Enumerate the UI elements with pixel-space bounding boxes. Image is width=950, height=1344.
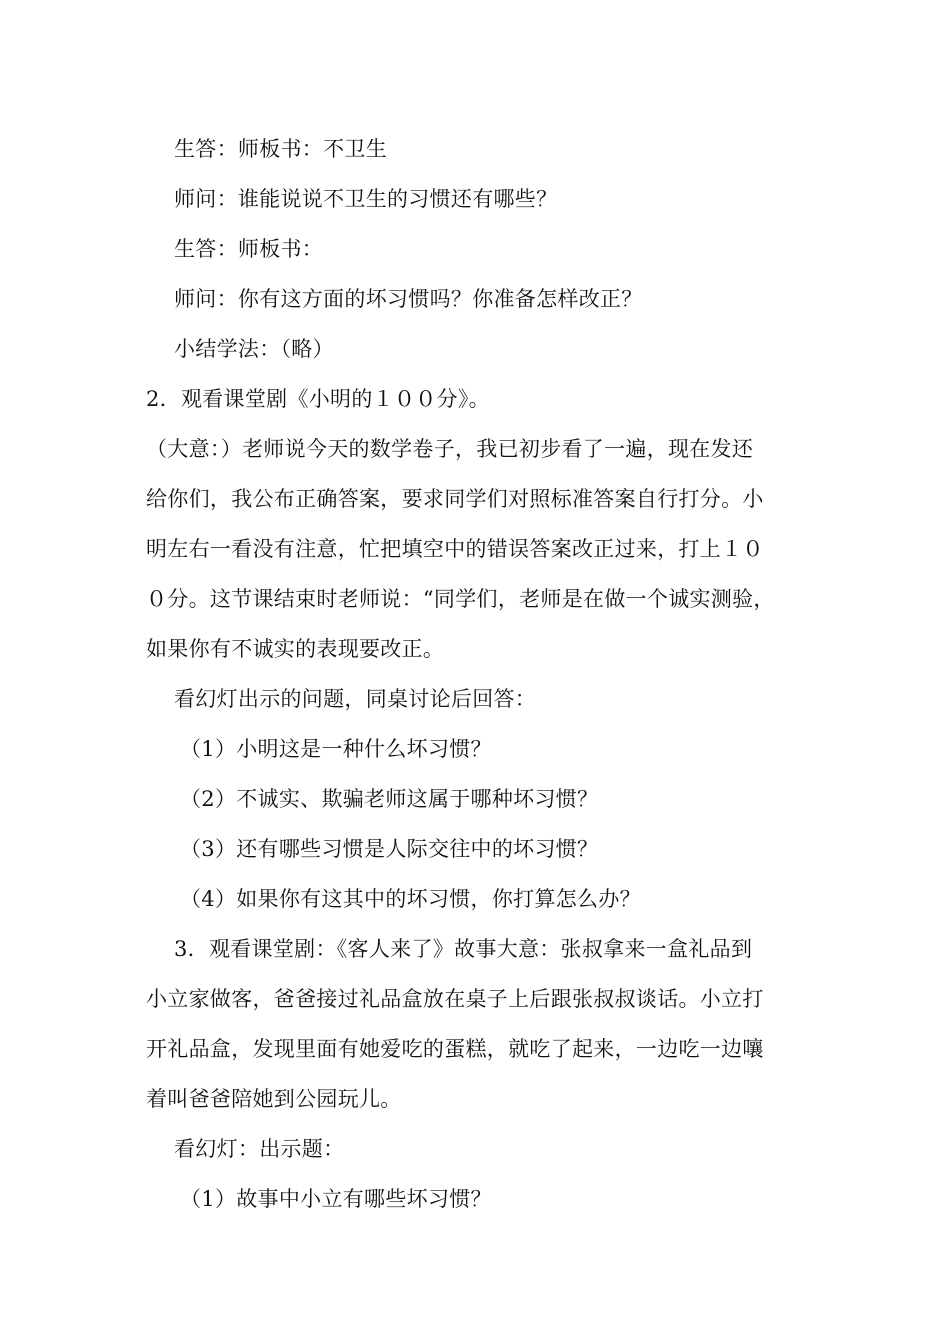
text-line: 给你们，我公布正确答案，要求同学们对照标准答案自行打分。小 [146,487,764,511]
text-line: 师问：谁能说说不卫生的习惯还有哪些？ [174,187,558,211]
text-line: 看幻灯出示的问题，同桌讨论后回答： [174,687,537,711]
section-heading: 3．观看课堂剧：《客人来了》故事大意：张叔拿来一盒礼品到 [174,937,753,961]
text-line: 生答：师板书：不卫生 [174,137,387,161]
question-item: （4）如果你有这其中的坏习惯，你打算怎么办？ [180,887,641,911]
text-line: 看幻灯：出示题： [174,1137,345,1161]
text-line: 着叫爸爸陪她到公园玩儿。 [146,1087,402,1111]
question-item: （1）小明这是一种什么坏习惯？ [180,737,492,761]
text-line: 开礼品盒，发现里面有她爱吃的蛋糕，就吃了起来，一边吃一边嚷 [146,1037,764,1061]
text-line: 小立家做客，爸爸接过礼品盒放在桌子上后跟张叔叔谈话。小立打 [146,987,764,1011]
question-item: （2）不诚实、欺骗老师这属于哪种坏习惯？ [180,787,599,811]
section-heading: 2．观看课堂剧《小明的１００分》。 [146,387,490,411]
question-item: （3）还有哪些习惯是人际交往中的坏习惯？ [180,837,599,861]
text-line: 生答：师板书： [174,237,324,261]
text-line: ０分。这节课结束时老师说：“同学们，老师是在做一个诚实测验， [146,587,775,611]
text-line: 如果你有不诚实的表现要改正。 [146,637,445,661]
text-line: （大意：）老师说今天的数学卷子，我已初步看了一遍，现在发还 [146,437,754,461]
text-line: 明左右一看没有注意，忙把填空中的错误答案改正过来，打上１０ [146,537,764,561]
text-line: 小结学法：（略） [174,337,334,361]
text-line: 师问：你有这方面的坏习惯吗？你准备怎样改正？ [174,287,643,311]
question-item: （1）故事中小立有哪些坏习惯？ [180,1187,492,1211]
